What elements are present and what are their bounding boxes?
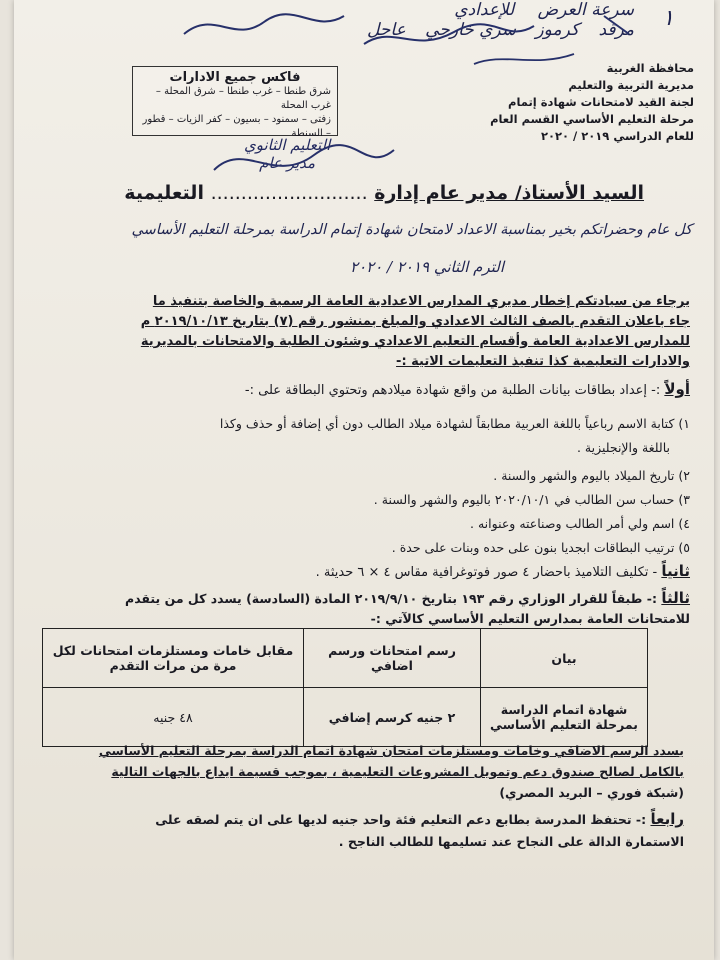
- handwritten-word: مرقد: [598, 20, 634, 40]
- item-text: ترتيب البطاقات ابجديا بنون على حده وبنات على حدة .: [391, 540, 675, 555]
- list-item: [30, 464, 690, 488]
- list-item: [30, 488, 690, 512]
- table-cell: ٤٨ جنيه: [43, 688, 304, 747]
- salutation-prefix: السيد الأستاذ/ مدير عام إدارة: [374, 182, 644, 204]
- payment-line: بالكامل لصالح صندوق دعم وتمويل المشروعات التعليمية ، بموجب قسيمة ايداع بالجهات التالية: [111, 764, 684, 779]
- handwritten-word: سرعة العرض: [537, 0, 634, 20]
- item-text: تاريخ الميلاد باليوم والشهر والسنة .: [493, 468, 675, 483]
- item-text: حساب سن الطالب في ٢٠٢٠/١٠/١ باليوم والشهر والسنة .: [373, 492, 675, 507]
- committee: لجنة القيد لامتحانات شهادة إتمام: [508, 95, 694, 109]
- handwritten-line: مدير عام: [259, 154, 316, 172]
- payment-paragraph: [34, 740, 684, 803]
- payment-line: يسدد الرسم الاضافي وخامات ومستلزمات امتحان شهادة اتمام الدراسة بمرحلة التعليم الأساسي: [98, 743, 684, 758]
- section-text: الاستمارة الدالة على النجاح عند تسليمها للطالب الناجح .: [338, 834, 684, 849]
- table-row: [43, 688, 648, 747]
- section-first: [30, 380, 690, 398]
- table-header-row: [43, 629, 648, 688]
- fax-recipients-box: [132, 66, 338, 139]
- item-list: [30, 412, 690, 560]
- table-header-cell: مقابل خامات ومستلزمات امتحانات لكل مرة من مرات التقدم: [43, 629, 304, 688]
- handwritten-word: كرموز: [535, 20, 580, 40]
- section-second: [30, 562, 690, 580]
- section-label: أولاً: [664, 380, 690, 398]
- handwritten-word: سري خارجي: [425, 20, 517, 40]
- item-number: ٥): [678, 540, 690, 555]
- intro-paragraph: [30, 292, 690, 372]
- fax-line-1: شرق طنطا – غرب طنطا – شرق المحلة – غرب المحلة: [155, 86, 331, 111]
- page-mark: ١: [662, 6, 674, 31]
- section-third: [30, 588, 690, 629]
- handwritten-line: التعليم الثانوي: [244, 136, 331, 154]
- item-text: كتابة الاسم رباعياً باللغة العربية مطابقاً لشهادة ميلاد الطالب دون أي إضافة أو حذف وكذا: [219, 416, 675, 431]
- section-label: ثانياً: [661, 562, 690, 580]
- section-text: - تكليف التلاميذ باحضار ٤ صور فوتوغرافية مقاس ٤ × ٦ حديثة .: [315, 565, 658, 580]
- table-cell: ٢ جنيه كرسم إضافي: [304, 688, 481, 747]
- list-item: [30, 512, 690, 536]
- item-number: ١): [678, 416, 690, 431]
- greeting-term: الترم الثاني ٢٠١٩ / ٢٠٢٠: [350, 258, 504, 276]
- salutation: [24, 182, 644, 204]
- fax-line-2: زفتى – سمنود – بسيون – كفر الزيات – قطور – السنطة: [142, 114, 331, 139]
- section-text: للامتحانات العامة بمدارس التعليم الأساسي كالآتي :-: [370, 611, 690, 626]
- table-header-cell: بيان: [481, 629, 648, 688]
- section-label: رابعاً: [650, 810, 684, 828]
- stage: مرحلة التعليم الأساسي القسم العام: [490, 112, 694, 126]
- item-number: ٢): [678, 468, 690, 483]
- item-number: ٤): [678, 516, 690, 531]
- section-text: :- تحتفظ المدرسة بطابع دعم التعليم فئة واحد جنيه لديها على ان يتم لصقه على: [155, 812, 647, 827]
- list-item: [30, 536, 690, 560]
- fax-title: فاكس جميع الادارات: [169, 70, 301, 85]
- document-page: [14, 0, 714, 960]
- payment-line: (شبكة فوري – البريد المصري): [499, 785, 684, 800]
- intro-line: والادارات التعليمية كذا تنفيذ التعليمات الاتية :-: [396, 354, 690, 369]
- item-number: ٣): [678, 492, 690, 507]
- salutation-suffix: التعليمية: [124, 182, 204, 204]
- letterhead: [464, 60, 694, 145]
- governorate: محافظة الغربية: [606, 61, 694, 75]
- table-header-cell: رسم امتحانات ورسم اضافي: [304, 629, 481, 688]
- signature-scribble-mid: [204, 130, 404, 190]
- section-fourth: [34, 808, 684, 853]
- item-text: اسم ولي أمر الطالب وصناعته وعنوانه .: [470, 516, 675, 531]
- list-item: [30, 412, 690, 436]
- section-text: :- إعداد بطاقات بيانات الطلبة من واقع شهادة ميلادهم وتحتوي البطاقة على :-: [244, 383, 661, 398]
- section-label: ثالثاً: [661, 589, 690, 607]
- intro-line: يرجاء من سيادتكم إخطار مديري المدارس الاعدادية العامة الرسمية والخاصة بتنفيذ ما: [152, 294, 690, 309]
- handwritten-word: عاجل: [367, 20, 406, 40]
- item-text: باللغة والإنجليزية .: [576, 440, 670, 455]
- intro-line: للمدارس الاعدادية العامة وأقسام التعليم الاعدادي وشئون الطلبة والامتحانات بالمديرية: [140, 334, 690, 349]
- greeting-handwritten: كل عام وحضراتكم بخير بمناسبة الاعداد لامتحان شهادة إتمام الدراسة بمرحلة التعليم الأساسي: [131, 222, 692, 238]
- intro-line: جاء باعلان التقدم بالصف الثالث الاعدادي والمبلغ بمنشور رقم (٧) بتاريخ ٢٠١٩/١٠/١٣ م: [140, 314, 690, 329]
- list-item: [30, 436, 690, 460]
- directorate: مديرية التربية والتعليم: [568, 78, 694, 92]
- fees-table: [42, 628, 648, 747]
- table-cell: شهادة اتمام الدراسة بمرحلة التعليم الأساسي: [481, 688, 648, 747]
- salutation-dots: ..........................: [210, 182, 368, 204]
- handwritten-word: للإعدادي: [454, 0, 515, 20]
- section-text: :- طبقاً للقرار الوزاري رقم ١٩٣ بتاريخ ٢٠١٩/٩/١٠ المادة (السادسة) يسدد كل من يتقدم: [125, 591, 657, 606]
- academic-year: للعام الدراسي ٢٠١٩ / ٢٠٢٠: [540, 129, 694, 143]
